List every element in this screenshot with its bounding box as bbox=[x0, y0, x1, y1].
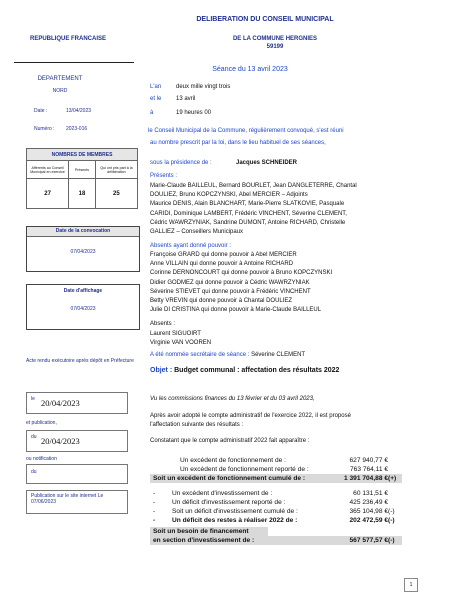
finance-sign: (-) bbox=[388, 517, 395, 524]
presents-line: Cédric WAWRZYNIAK, Sandrine DUMONT, Antoine RICHARD, Christelle bbox=[150, 219, 346, 226]
finance-dash: - bbox=[153, 499, 156, 506]
finance-label: Un excédent d'investissement de : bbox=[172, 490, 273, 497]
postal-code: 59199 bbox=[266, 44, 284, 50]
page-number-box bbox=[404, 578, 418, 592]
subject-label: Objet : bbox=[150, 367, 173, 374]
subject-text: Budget communal : affectation des résultats 2022 bbox=[174, 367, 340, 374]
absent-line: Laurent SIGUOIRT bbox=[150, 331, 201, 337]
apres-line-1: Après avoir adopté le compte administratif de l'exercice 2022, il est proposé bbox=[150, 413, 351, 419]
finance-value: 365 104,98 € bbox=[349, 508, 388, 515]
publication-date: 20/04/2023 bbox=[41, 436, 80, 446]
finance-value: 627 940,77 € bbox=[349, 457, 388, 464]
finance-value: 1 391 704,88 € bbox=[344, 475, 388, 482]
date-value: 13/04/2023 bbox=[66, 108, 92, 114]
a-value: 19 heures 00 bbox=[176, 110, 212, 116]
members-table-title: NOMBRES DE MEMBRES bbox=[27, 149, 138, 161]
presents-line: DOULIEZ, Bruno KOPCZYNSKI, Abel MERCIER – Adjoints bbox=[150, 192, 308, 199]
proxies-title: Absents ayant donné pouvoir : bbox=[150, 243, 232, 249]
convened-line-1: le Conseil Municipal de la Commune, régulièrement convoqué, s'est réuni bbox=[148, 128, 344, 134]
proxy-line: Julie DI CRISTINA qui donne pouvoir à Marie-Claude BAILLEUL bbox=[150, 307, 322, 314]
compte-rendu-note: Acte rendu exécutoire après dépôt en Préfecture bbox=[26, 358, 134, 364]
department-value: NORD bbox=[52, 88, 68, 94]
president-name: Jacques SCHNEIDER bbox=[236, 160, 298, 166]
finance-value: 202 472,59 € bbox=[349, 517, 388, 524]
publication-du-label: du bbox=[31, 434, 37, 440]
members-value-votants: 25 bbox=[95, 179, 137, 209]
presents-line: CARIDI, Dominique LAMBERT, Frédéric VINCHENT, Séverine CLEMENT, bbox=[150, 210, 347, 217]
absents-list bbox=[150, 330, 400, 348]
finance-row bbox=[150, 465, 402, 474]
notification-label: ou notification bbox=[26, 456, 57, 462]
affichage-box bbox=[26, 284, 140, 330]
apres-line-2: l'affectation suivante des résultats : bbox=[150, 422, 244, 428]
absents-title: Absents : bbox=[150, 321, 176, 327]
absent-line: Virginie VAN VOOREN bbox=[150, 340, 212, 347]
convened-line-2: au nombre prescrit par la loi, dans le lieu habituel de ses séances, bbox=[150, 140, 326, 146]
secretary-name: Séverine CLEMENT bbox=[251, 352, 306, 358]
members-header-exercice: Afférents au Conseil Municipal en exercice bbox=[27, 161, 69, 179]
presents-line: Marie-Claude BAILLEUL, Bernard BOURLET, Jean DANGLETERRE, Chantal bbox=[150, 183, 357, 189]
members-value-presents: 18 bbox=[69, 179, 96, 209]
proxy-line: Françoise GRARD qui donne pouvoir à Abel MERCIER bbox=[150, 252, 297, 258]
number-label: Numéro : bbox=[34, 126, 55, 132]
notification-du-label: du bbox=[31, 469, 37, 475]
session-date: Séance du 13 avril 2023 bbox=[212, 66, 288, 73]
convocation-box bbox=[26, 226, 140, 272]
finance-total-sign: (-) bbox=[388, 537, 395, 544]
presents-line: GALLIEZ – Conseillers Municipaux bbox=[150, 228, 244, 235]
number-value: 2023-016 bbox=[66, 126, 88, 132]
finance-row bbox=[150, 507, 402, 516]
presents-list bbox=[150, 182, 400, 237]
lan-value: deux mille vingt trois bbox=[176, 84, 231, 90]
finance-label: Un excédent de fonctionnement de : bbox=[180, 457, 286, 464]
members-header-votants: Qui ont pris part à la délibération bbox=[95, 161, 137, 179]
presidency-label: sous la présidence de : bbox=[150, 160, 212, 166]
document-title: DELIBERATION DU CONSEIL MUNICIPAL bbox=[196, 16, 334, 23]
finance-total-label-1: Soit un besoin de financement bbox=[153, 528, 249, 535]
date-label: Date : bbox=[34, 108, 48, 114]
finance-row bbox=[150, 498, 402, 507]
members-header-presents: Présents bbox=[69, 161, 96, 179]
le-label: et le bbox=[150, 96, 162, 102]
constatant-line: Constatant que le compte administratif 2022 fait apparaître : bbox=[150, 438, 310, 444]
members-table bbox=[26, 148, 138, 209]
proxy-line: Didier GODMEZ qui donne pouvoir à Cédric WAWRZYNIAK bbox=[150, 279, 310, 286]
depot-date: 20/04/2023 bbox=[41, 398, 80, 408]
finance-sign: (+) bbox=[388, 475, 397, 482]
finance-value: 763 764,11 € bbox=[349, 466, 388, 473]
finance-row bbox=[150, 516, 402, 525]
finance-label: Un déficit des restes à réaliser 2022 de : bbox=[172, 517, 298, 524]
affichage-date: 07/04/2023 bbox=[70, 306, 96, 312]
finance-total-value: 567 577,57 € bbox=[349, 537, 388, 544]
finance-total-label-2: en section d'investissement de : bbox=[153, 537, 255, 544]
publication-stamp-box bbox=[26, 430, 128, 452]
page-number: 1 bbox=[409, 582, 413, 588]
depot-stamp-box bbox=[26, 392, 128, 414]
finance-row bbox=[150, 456, 402, 465]
lan-label: L'an bbox=[150, 84, 162, 90]
finance-value: 425 236,49 € bbox=[349, 499, 388, 506]
department-label: DEPARTEMENT bbox=[37, 76, 83, 82]
finance-label: Un déficit d'investissement reporté de : bbox=[172, 499, 286, 506]
proxies-list bbox=[150, 251, 400, 315]
finance-row-highlight bbox=[150, 474, 402, 483]
finance-dash: - bbox=[153, 490, 156, 497]
notification-stamp-box bbox=[26, 464, 128, 484]
finance-total-row bbox=[150, 527, 402, 545]
proxy-line: Betty VREVIN qui donne pouvoir à Chantal DOULIEZ bbox=[150, 297, 293, 304]
secretary-line bbox=[150, 352, 305, 358]
finance-dash: - bbox=[153, 517, 156, 524]
convocation-label: Date de la convocation bbox=[27, 227, 139, 237]
vu-commissions: Vu les commissions finances du 13 février et du 03 avril 2023, bbox=[150, 396, 315, 402]
le-value: 13 avril bbox=[176, 96, 196, 102]
finance-table bbox=[150, 456, 402, 545]
site-publication-text: Publication sur le site internet Le 07/06/2023 bbox=[31, 493, 104, 505]
a-label: à bbox=[150, 110, 154, 116]
presents-line: Maurice DENIS, Alain BLANCHART, Marie-Pierre SLATKOVIE, Pasquale bbox=[150, 201, 345, 208]
finance-dash: - bbox=[153, 508, 156, 515]
site-publication-box bbox=[26, 490, 128, 514]
header-divider bbox=[14, 62, 134, 63]
depot-le-label: le bbox=[31, 396, 35, 402]
affichage-label: Date d'affichage bbox=[63, 288, 103, 294]
finance-label: Soit un déficit d'investissement cumulé de : bbox=[172, 508, 298, 515]
finance-row bbox=[150, 489, 402, 498]
finance-label: Un excédent de fonctionnement reporté de : bbox=[180, 466, 309, 473]
finance-sign: (-) bbox=[388, 508, 395, 515]
proxy-line: Anne VILLAIN qui donne pouvoir à Antoine RICHARD bbox=[150, 261, 294, 268]
subject-line bbox=[150, 367, 339, 374]
proxy-line: Corinne DERNONCOURT qui donne pouvoir à Bruno KOPCZYNSKI bbox=[150, 270, 333, 277]
finance-label: Soit un excédent de fonctionnement cumulé de : bbox=[153, 475, 306, 482]
finance-value: 60 131,51 € bbox=[353, 490, 388, 497]
convocation-date: 07/04/2023 bbox=[70, 249, 96, 255]
republic-label: REPUBLIQUE FRANCAISE bbox=[30, 36, 107, 42]
proxy-line: Séverine STIEVET qui donne pouvoir à Frédéric VINCHENT bbox=[150, 288, 311, 295]
presents-title: Présents : bbox=[150, 173, 178, 179]
secretary-label: A été nommée secrétaire de séance : bbox=[150, 352, 250, 358]
commune-name: DE LA COMMUNE HERGNIES bbox=[232, 36, 318, 42]
publication-label: et publication, bbox=[26, 420, 57, 426]
members-value-exercice: 27 bbox=[27, 179, 69, 209]
